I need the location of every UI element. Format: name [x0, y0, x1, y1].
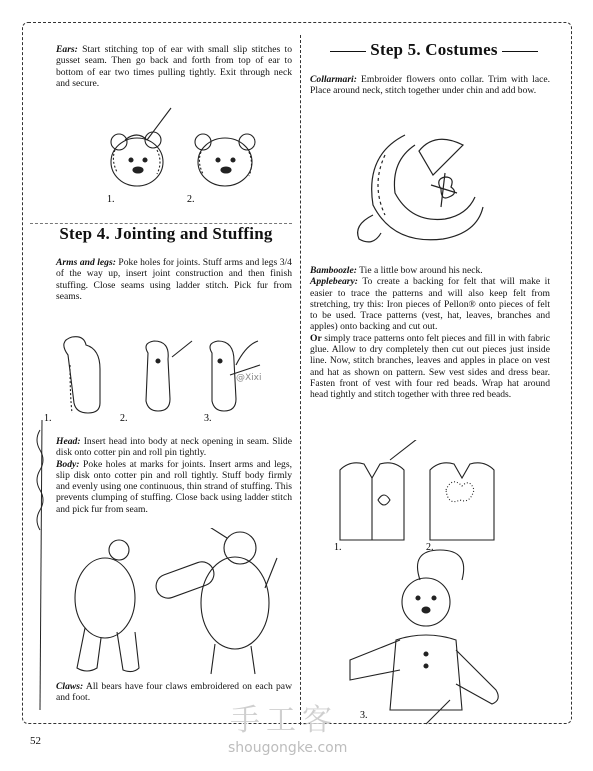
body-lead: Body:: [56, 458, 80, 470]
page-number: 52: [30, 735, 41, 747]
ears-text: Start stitching top of ear with small slip stitches to gusset seam. Then go back and forth from top of ear to bottom of ear two times pulling tightly. Exit through neck and secure.: [56, 44, 292, 89]
vest-fig-label-1: 1.: [334, 542, 342, 553]
bear-head-2: [198, 138, 252, 186]
arms-fig-label-1: 1.: [44, 413, 52, 424]
head-lead: Head:: [56, 436, 81, 447]
title-rule-left: [330, 51, 366, 52]
bamboozle-text: Tie a little bow around his neck.: [356, 265, 483, 276]
collarmari-text: Embroider flowers onto collar. Trim with lace. Place around neck, stitch together under chin and add bow.: [310, 74, 550, 97]
step5-title: [308, 40, 560, 59]
or-text: simply trace patterns onto felt pieces and fill in with fabric glue. Allow to dry completely then cut out pieces just inside line. Now, stitch branches, leaves and apples in place on vest and hat as shown on pattern. Sew vest sides and dress bear. Fasten front of vest with four red beads. Wrap hat around head tightly and stitch together with three red beads.: [310, 332, 550, 401]
arms-fig-label-2: 2.: [120, 413, 128, 424]
vest-step-2: [430, 463, 494, 540]
or-lead: Or: [310, 332, 322, 344]
bamboozle-lead: Bamboozle:: [310, 265, 357, 276]
bear-head: [402, 578, 450, 626]
bear-body-1: [75, 558, 135, 638]
bear-body-2: [201, 557, 269, 649]
arm-step-1: [64, 337, 100, 413]
mid-watermark: @Xixi: [236, 373, 262, 383]
bear-body: [390, 635, 462, 710]
watermark-url: shougongke.com: [228, 740, 348, 756]
arm-step-2: [146, 341, 170, 411]
ears-illustration: [95, 100, 275, 210]
head-text: Insert head into body at neck opening in seam. Slide disk onto cotter pin and roll pin tightly.: [56, 436, 292, 459]
arms-lead: Arms and legs:: [56, 257, 116, 268]
body-text: Poke holes at marks for joints. Insert arms and legs, slip disk onto cotter pin and roll tightly. Stuff body firmly and evenly using one continuous, thin strand of stuffing. This prevents clumping of stuffing. Close back using ladder stitch and pick fur from seam.: [56, 458, 292, 515]
arm-step-3: [210, 341, 236, 411]
bamboozle-applebeary-paragraph: [310, 265, 550, 403]
vest-fig-label-3: 3.: [360, 710, 368, 721]
watermark-logo: 手工客: [230, 703, 338, 738]
head-body-paragraph: [56, 436, 292, 517]
body-assembly-illustration: [55, 528, 290, 678]
applebeary-text: To create a backing for felt that will make it easier to trace the patterns and will also keep felt from stretching, try this: Iron pieces of Pellon® onto pieces of felt to be used. Trace patterns (vest, hat, leaves, branches and apples) onto backing and cut out.: [310, 276, 550, 333]
ears-paragraph: [56, 44, 292, 91]
claws-text: All bears have four claws embroidered on each paw and foot.: [56, 681, 292, 704]
vest-illustration: [330, 440, 550, 730]
ears-lead: Ears:: [56, 44, 78, 55]
step5-title-text: Step 5. Costumes: [370, 40, 498, 59]
collarmari-paragraph: [310, 74, 550, 99]
collar-illustration: [345, 115, 525, 255]
applebeary-lead: Applebeary:: [310, 276, 358, 288]
title-rule-right: [502, 51, 538, 52]
step4-title: Step 4. Jointing and Stuffing: [59, 224, 273, 243]
bear-head-1: [111, 138, 163, 186]
hat: [418, 550, 464, 580]
arms-text: Poke holes for joints. Stuff arms and legs 3/4 of the way up, insert joint construction and then finish stuffing. Close seams using ladder stitch. Pick fur from seams.: [56, 257, 292, 302]
arms-paragraph: [56, 257, 292, 304]
ears-fig-label-1: 1.: [107, 194, 115, 205]
arms-fig-label-3: 3.: [204, 413, 212, 424]
needle-illustration: [32, 420, 52, 720]
column-divider: [300, 35, 301, 725]
claws-lead: Claws:: [56, 681, 84, 692]
vest-fig-label-2: 2.: [426, 542, 434, 553]
ears-fig-label-2: 2.: [187, 194, 195, 205]
collar-shape: [372, 135, 483, 240]
collarmari-lead: Collarmari:: [310, 74, 357, 85]
